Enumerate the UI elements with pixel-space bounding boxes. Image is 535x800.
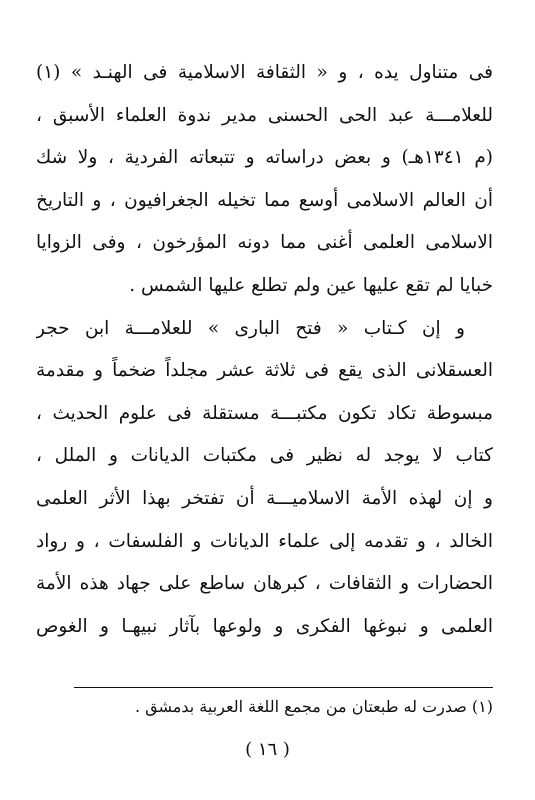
text-line: خبايا لم تقع عليها عين ولم تطلع عليها الشمس .: [129, 274, 493, 296]
body-text: [36, 52, 493, 648]
text-line: الخالد ، و تقدمه إلى علماء الديانات و الفلسفات ، و رواد: [36, 530, 493, 552]
text-line: كتاب لا يوجد له نظير فى مكتبات الديانات و الملل ،: [36, 445, 493, 467]
text-line: فى متناول يده ، و « الثقافة الاسلامية فى الهنـد » (١): [36, 62, 493, 83]
text-line: (م ١٣٤١هـ) و بعض دراساته و تتبعاته الفردية ، ولا شك: [36, 147, 493, 169]
page-number: ( ١٦ ): [245, 739, 290, 760]
text-line: الحضارات و الثقافات ، كبرهان ساطع على جهاد هذه الأمة: [36, 573, 493, 595]
text-line: مبسوطة تكاد تكون مكتبـــة مستقلة فى علوم الحديث ،: [36, 402, 493, 424]
text-line: و إن كـتاب « فتح البارى » للعلامـــة ابن حجر: [36, 317, 465, 339]
text-line: العسقلانى الذى يقع فى ثلاثة عشر مجلداً ضخماً و مقدمة: [36, 360, 493, 382]
text-line: أن العالم الاسلامى أوسع مما تخيله الجغرافيون ، و التاريخ: [36, 189, 493, 211]
text-line: الاسلامى العلمى أغنى مما دونه المؤرخون ، وفى الزوايا: [36, 232, 493, 254]
text-line: العلمى و نبوغها الفكرى و ولوعها بآثار نبيهـا و الغوص: [36, 615, 493, 637]
text-line: و إن لهذه الأمة الاسلاميـــة أن تفتخر بهذا الأثر العلمى: [36, 487, 493, 509]
footnote: (١) صدرت له طبعتان من مجمع اللغة العربية بدمشق .: [135, 697, 493, 716]
footnote-divider: [74, 687, 493, 688]
text-line: للعلامـــة عبد الحى الحسنى مدير ندوة العلماء الأسبق ،: [36, 104, 493, 126]
